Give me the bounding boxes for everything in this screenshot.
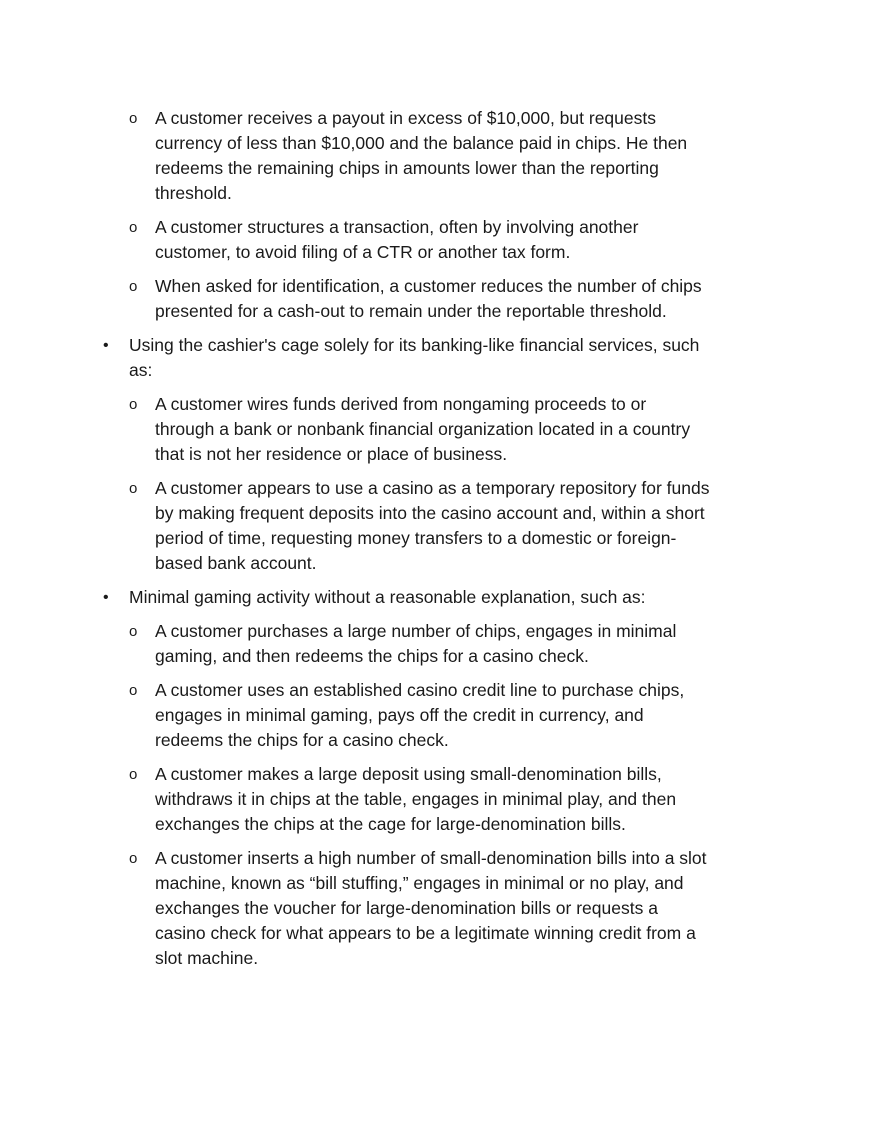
sub-bullet-marker: o <box>129 278 138 295</box>
text-line: A customer purchases a large number of chips, engages in minimal <box>155 621 677 641</box>
text-line: exchanges the voucher for large-denomination bills or requests a <box>155 898 658 918</box>
text-line: customer, to avoid filing of a CTR or another tax form. <box>155 242 571 262</box>
text-line: Using the cashier's cage solely for its banking-like financial services, such <box>129 335 700 355</box>
sub-bullet-item <box>0 846 880 971</box>
document-body <box>0 106 880 980</box>
sub-bullet-item <box>0 619 880 669</box>
text-line: A customer structures a transaction, often by involving another <box>155 217 639 237</box>
sub-bullet-item <box>0 106 880 206</box>
text-line: redeems the remaining chips in amounts lower than the reporting <box>155 158 659 178</box>
sub-bullet-item <box>0 392 880 467</box>
text-line: through a bank or nonbank financial organization located in a country <box>155 419 691 439</box>
text-line: period of time, requesting money transfers to a domestic or foreign- <box>155 528 677 548</box>
text-line: gaming, and then redeems the chips for a casino check. <box>155 646 589 666</box>
text-line: based bank account. <box>155 553 317 573</box>
text-line: A customer inserts a high number of small-denomination bills into a slot <box>155 848 707 868</box>
text-line: A customer appears to use a casino as a temporary repository for funds <box>155 478 710 498</box>
sub-bullet-marker: o <box>129 623 138 640</box>
text-line: A customer uses an established casino credit line to purchase chips, <box>155 680 685 700</box>
sub-bullet-marker: o <box>129 850 138 867</box>
sub-bullet-marker: o <box>129 110 138 127</box>
text-line: that is not her residence or place of business. <box>155 444 508 464</box>
text-line: slot machine. <box>155 948 259 968</box>
sub-bullet-item <box>0 274 880 324</box>
text-line: A customer wires funds derived from nongaming proceeds to or <box>155 394 647 414</box>
sub-bullet-item <box>0 476 880 576</box>
text-line: casino check for what appears to be a legitimate winning credit from a <box>155 923 696 943</box>
sub-bullet-marker: o <box>129 219 138 236</box>
text-line: A customer receives a payout in excess of $10,000, but requests <box>155 108 656 128</box>
text-line: redeems the chips for a casino check. <box>155 730 449 750</box>
text-line: When asked for identification, a customer reduces the number of chips <box>155 276 702 296</box>
text-line: withdraws it in chips at the table, engages in minimal play, and then <box>155 789 677 809</box>
sub-bullet-marker: o <box>129 396 138 413</box>
sub-bullet-item <box>0 762 880 837</box>
text-line: A customer makes a large deposit using small-denomination bills, <box>155 764 662 784</box>
bullet-marker: • <box>103 589 109 606</box>
bullet-item <box>0 585 880 610</box>
text-line: exchanges the chips at the cage for large-denomination bills. <box>155 814 626 834</box>
text-line: currency of less than $10,000 and the balance paid in chips. He then <box>155 133 688 153</box>
text-line: as: <box>129 360 153 380</box>
sub-bullet-marker: o <box>129 766 138 783</box>
sub-bullet-item <box>0 215 880 265</box>
text-line: engages in minimal gaming, pays off the credit in currency, and <box>155 705 644 725</box>
sub-bullet-item <box>0 678 880 753</box>
text-line: presented for a cash-out to remain under the reportable threshold. <box>155 301 667 321</box>
bullet-item <box>0 333 880 383</box>
text-line: machine, known as “bill stuffing,” engages in minimal or no play, and <box>155 873 684 893</box>
sub-bullet-marker: o <box>129 682 138 699</box>
text-line: threshold. <box>155 183 232 203</box>
sub-bullet-marker: o <box>129 480 138 497</box>
text-line: Minimal gaming activity without a reasonable explanation, such as: <box>129 587 646 607</box>
bullet-marker: • <box>103 337 109 354</box>
text-line: by making frequent deposits into the casino account and, within a short <box>155 503 705 523</box>
